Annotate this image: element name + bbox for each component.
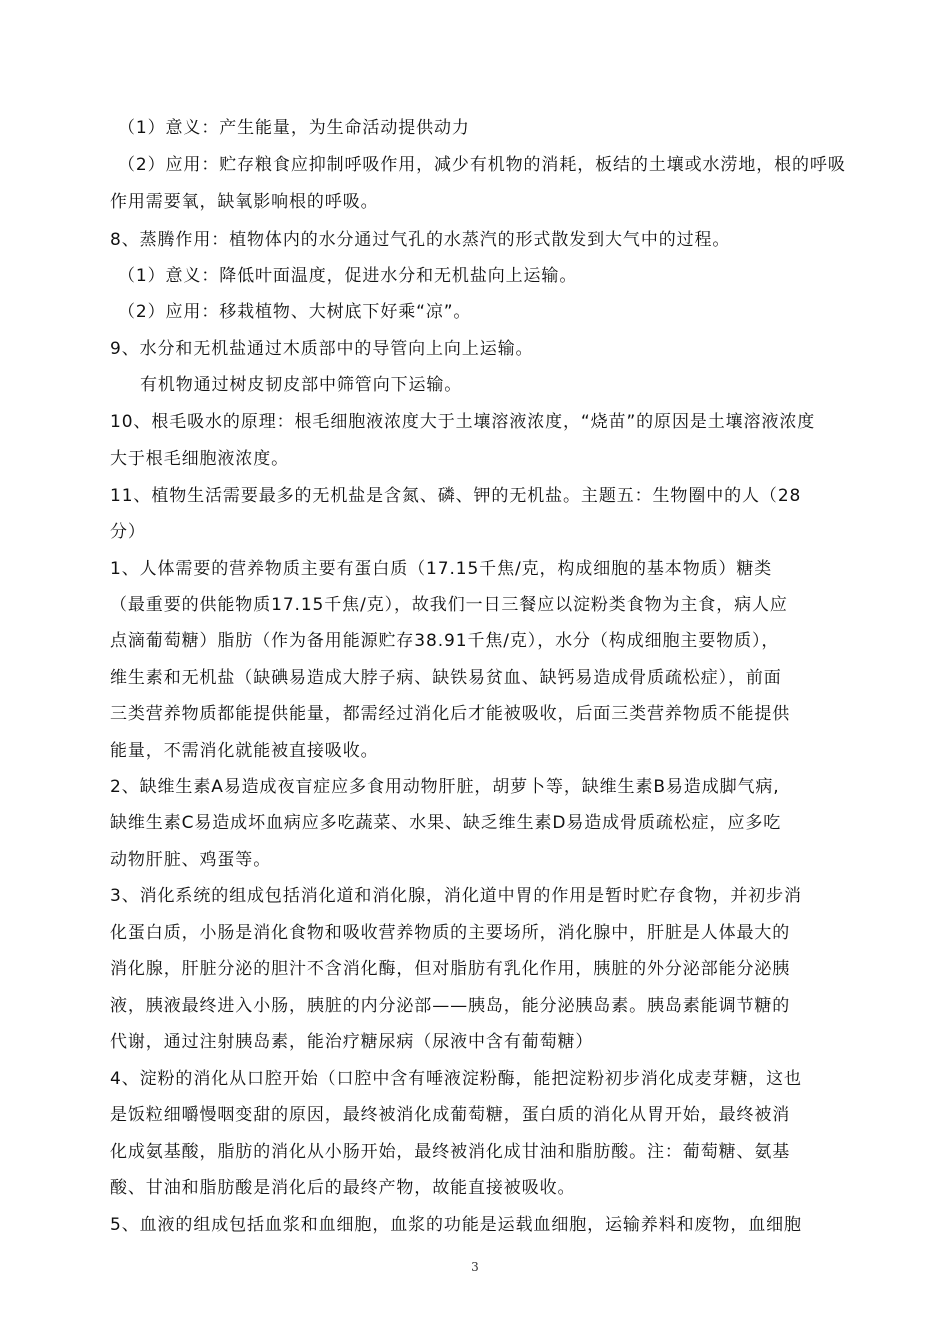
text-line: 化蛋白质，小肠是消化食物和吸收营养物质的主要场所，消化腺中，肝脏是人体最大的 <box>110 923 791 943</box>
text-line: 分） <box>110 522 146 542</box>
text-line: 代谢，通过注射胰岛素，能治疗糖尿病（尿液中含有葡萄糖） <box>110 1032 594 1052</box>
text-line: （1）意义：产生能量，为生命活动提供动力 <box>118 118 470 138</box>
text-line: 维生素和无机盐（缺碘易造成大脖子病、缺铁易贫血、缺钙易造成骨质疏松症），前面 <box>110 668 782 688</box>
page-number: 3 <box>471 1260 479 1274</box>
text-line: （2）应用：贮存粮食应抑制呼吸作用，减少有机物的消耗，板结的土壤或水涝地，根的呼吸 <box>118 155 846 175</box>
text-line: 三类营养物质都能提供能量，都需经过消化后才能被吸收，后面三类营养物质不能提供 <box>110 704 791 724</box>
text-line: 动物肝脏、鸡蛋等。 <box>110 850 272 870</box>
text-line: 9、水分和无机盐通过木质部中的导管向上向上运输。 <box>110 339 534 359</box>
text-line: 酸、甘油和脂肪酸是消化后的最终产物，故能直接被吸收。 <box>110 1178 576 1198</box>
text-line: 化成氨基酸，脂肪的消化从小肠开始，最终被消化成甘油和脂肪酸。注：葡萄糖、氨基 <box>110 1142 791 1162</box>
text-line: 1、人体需要的营养物质主要有蛋白质（17.15千焦/克，构成细胞的基本物质）糖类 <box>110 559 773 579</box>
text-line: 液，胰液最终进入小肠，胰脏的内分泌部——胰岛，能分泌胰岛素。胰岛素能调节糖的 <box>110 996 791 1016</box>
text-line: 5、血液的组成包括血浆和血细胞，血浆的功能是运载血细胞，运输养料和废物，血细胞 <box>110 1215 802 1235</box>
text-line: （最重要的供能物质17.15千焦/克），故我们一日三餐应以淀粉类食物为主食，病人应 <box>110 595 788 615</box>
text-line: 4、淀粉的消化从口腔开始（口腔中含有唾液淀粉酶，能把淀粉初步消化成麦芽糖，这也 <box>110 1069 802 1089</box>
text-line: （1）意义：降低叶面温度，促进水分和无机盐向上运输。 <box>118 266 578 286</box>
text-line: 大于根毛细胞液浓度。 <box>110 449 289 469</box>
text-line: 点滴葡萄糖）脂肪（作为备用能源贮存38.91千焦/克），水分（构成细胞主要物质）， <box>110 631 780 651</box>
text-line: 11、植物生活需要最多的无机盐是含氮、磷、钾的无机盐。主题五：生物圈中的人（28 <box>110 486 802 506</box>
text-line: （2）应用：移栽植物、大树底下好乘“凉”。 <box>118 302 472 322</box>
text-line: 能量，不需消化就能被直接吸收。 <box>110 741 379 761</box>
text-line: 缺维生素C易造成坏血病应多吃蔬菜、水果、缺乏维生素D易造成骨质疏松症，应多吃 <box>110 813 782 833</box>
text-line: 3、消化系统的组成包括消化道和消化腺，消化道中胃的作用是暂时贮存食物，并初步消 <box>110 886 802 906</box>
text-line: 是饭粒细嚼慢咽变甜的原因，最终被消化成葡萄糖，蛋白质的消化从胃开始，最终被消 <box>110 1105 791 1125</box>
text-line: 8、蒸腾作用：植物体内的水分通过气孔的水蒸汽的形式散发到大气中的过程。 <box>110 230 731 250</box>
text-line: 有机物通过树皮韧皮部中筛管向下运输。 <box>140 375 463 395</box>
text-line: 作用需要氧，缺氧影响根的呼吸。 <box>110 192 379 212</box>
text-line: 10、根毛吸水的原理：根毛细胞液浓度大于土壤溶液浓度，“烧苗”的原因是土壤溶液浓度 <box>110 412 816 432</box>
text-line: 消化腺，肝脏分泌的胆汁不含消化酶，但对脂肪有乳化作用，胰脏的外分泌部能分泌胰 <box>110 959 791 979</box>
text-line: 2、缺维生素A易造成夜盲症应多食用动物肝脏，胡萝卜等，缺维生素B易造成脚气病, <box>110 777 780 797</box>
